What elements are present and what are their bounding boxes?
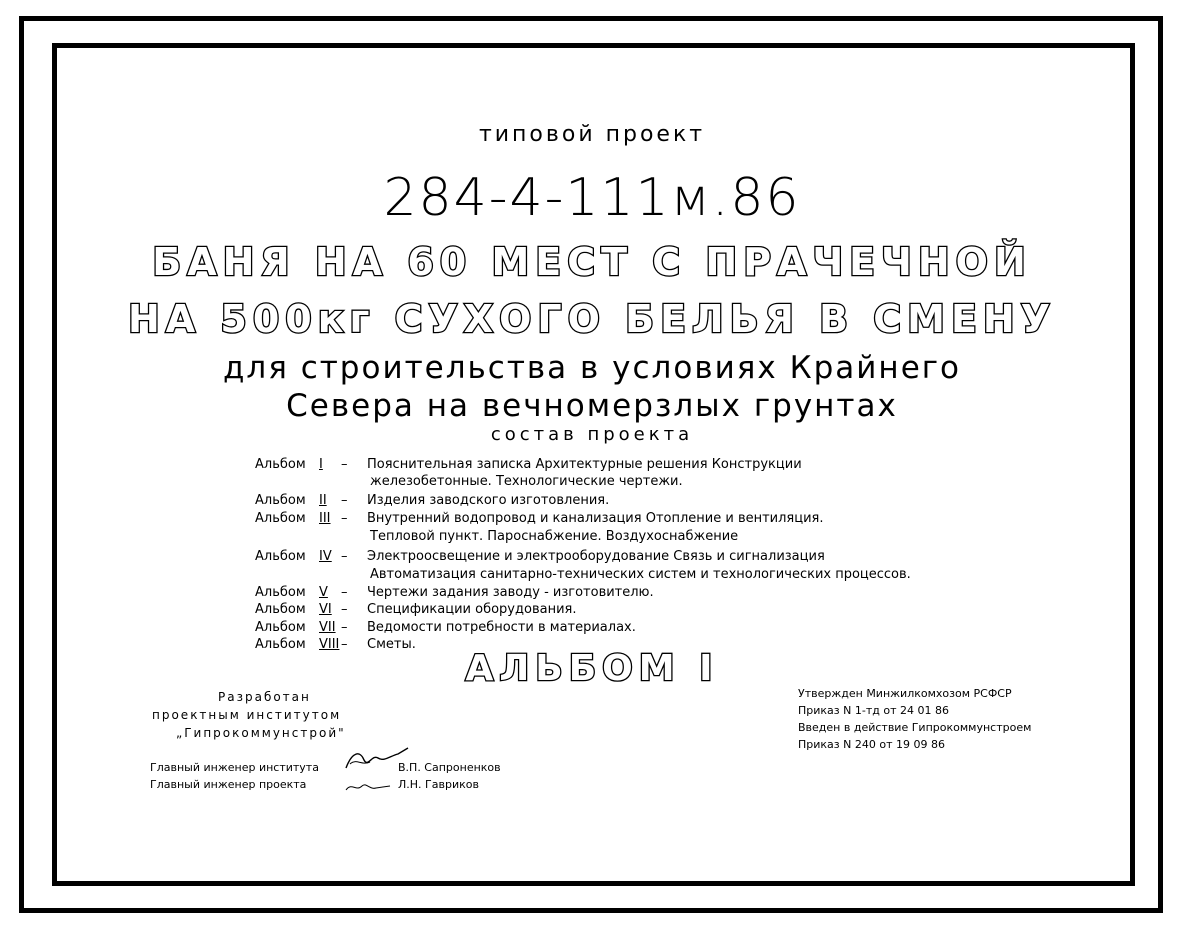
header-label: типовой проект <box>478 122 706 147</box>
album-dash: – <box>341 511 348 526</box>
engineer-name: В.П. Сапроненков <box>398 761 501 774</box>
title-line-2: НА 500кг СУХОГО БЕЛЬЯ В СМЕНУ <box>127 297 1057 341</box>
album-label: Альбом <box>255 602 306 617</box>
approval-line-1: Утвержден Минжилкомхозом РСФСР <box>798 687 1012 700</box>
album-label: Альбом <box>255 549 306 564</box>
album-number: VII <box>319 620 336 635</box>
album-dash: – <box>341 602 348 617</box>
developer-line-2: проектным институтом <box>152 708 342 722</box>
engineer-role: Главный инженер института <box>150 761 319 774</box>
album-number: I <box>319 457 323 472</box>
album-title: АЛЬБОМ I <box>465 648 719 689</box>
album-text: Сметы. <box>367 637 416 652</box>
album-label: Альбом <box>255 493 306 508</box>
approval-line-2: Приказ N 1-тд от 24 01 86 <box>798 704 949 717</box>
signature-1-image <box>342 744 412 774</box>
album-dash: – <box>341 585 348 600</box>
project-number: 284-4-111м.86 <box>383 168 801 228</box>
album-row-1 <box>255 457 802 472</box>
album-label: Альбом <box>255 585 306 600</box>
engineer-name: Л.Н. Гавриков <box>398 778 479 791</box>
album-row-2 <box>255 493 609 508</box>
subtitle-line-1: для строительства в условиях Крайнего <box>222 350 962 386</box>
engineer-row-1 <box>150 761 501 774</box>
album-row-4 <box>255 549 825 564</box>
album-dash: – <box>341 549 348 564</box>
album-row-3 <box>255 511 824 526</box>
album-number: IV <box>319 549 332 564</box>
title-line-1: БАНЯ НА 60 МЕСТ С ПРАЧЕЧНОЙ <box>152 240 1032 284</box>
album-dash: – <box>341 637 348 652</box>
engineer-role: Главный инженер проекта <box>150 778 307 791</box>
album-number: II <box>319 493 327 508</box>
developer-line-3: „Гипрокоммунстрой" <box>176 726 346 740</box>
album-text: Ведомости потребности в материалах. <box>367 620 636 635</box>
album-label: Альбом <box>255 511 306 526</box>
album-text: Изделия заводского изготовления. <box>367 493 610 508</box>
album-row-3-continuation: Тепловой пункт. Пароснабжение. Воздухоснабжение <box>370 529 739 544</box>
album-text: Электроосвещение и электрооборудование Связь и сигнализация <box>367 549 825 564</box>
developer-line-1: Разработан <box>218 690 311 704</box>
album-dash: – <box>341 457 348 472</box>
album-row-6 <box>255 602 576 617</box>
album-text: Спецификации оборудования. <box>367 602 577 617</box>
approval-line-4: Приказ N 240 от 19 09 86 <box>798 738 945 751</box>
album-text: Пояснительная записка Архитектурные решения Конструкции <box>367 457 802 472</box>
engineer-row-2 <box>150 778 479 791</box>
album-number: VI <box>319 602 332 617</box>
approval-line-3: Введен в действие Гипрокоммунстроем <box>798 721 1032 734</box>
album-number: VIII <box>319 637 340 652</box>
album-row-7 <box>255 620 636 635</box>
album-dash: – <box>341 493 348 508</box>
album-text: Чертежи задания заводу - изготовителю. <box>367 585 654 600</box>
album-row-5 <box>255 585 654 600</box>
album-number: V <box>319 585 328 600</box>
album-label: Альбом <box>255 620 306 635</box>
subtitle-line-2: Севера на вечномерзлых грунтах <box>286 388 898 424</box>
album-label: Альбом <box>255 457 306 472</box>
album-text: Внутренний водопровод и канализация Отопление и вентиляция. <box>367 511 824 526</box>
composition-heading: состав проекта <box>490 424 694 445</box>
album-row-4-continuation: Автоматизация санитарно-технических систем и технологических процессов. <box>370 567 911 582</box>
album-row-1-continuation: железобетонные. Технологические чертежи. <box>370 474 683 489</box>
album-label: Альбом <box>255 637 306 652</box>
album-dash: – <box>341 620 348 635</box>
signature-2-image <box>344 778 394 796</box>
album-number: III <box>319 511 331 526</box>
